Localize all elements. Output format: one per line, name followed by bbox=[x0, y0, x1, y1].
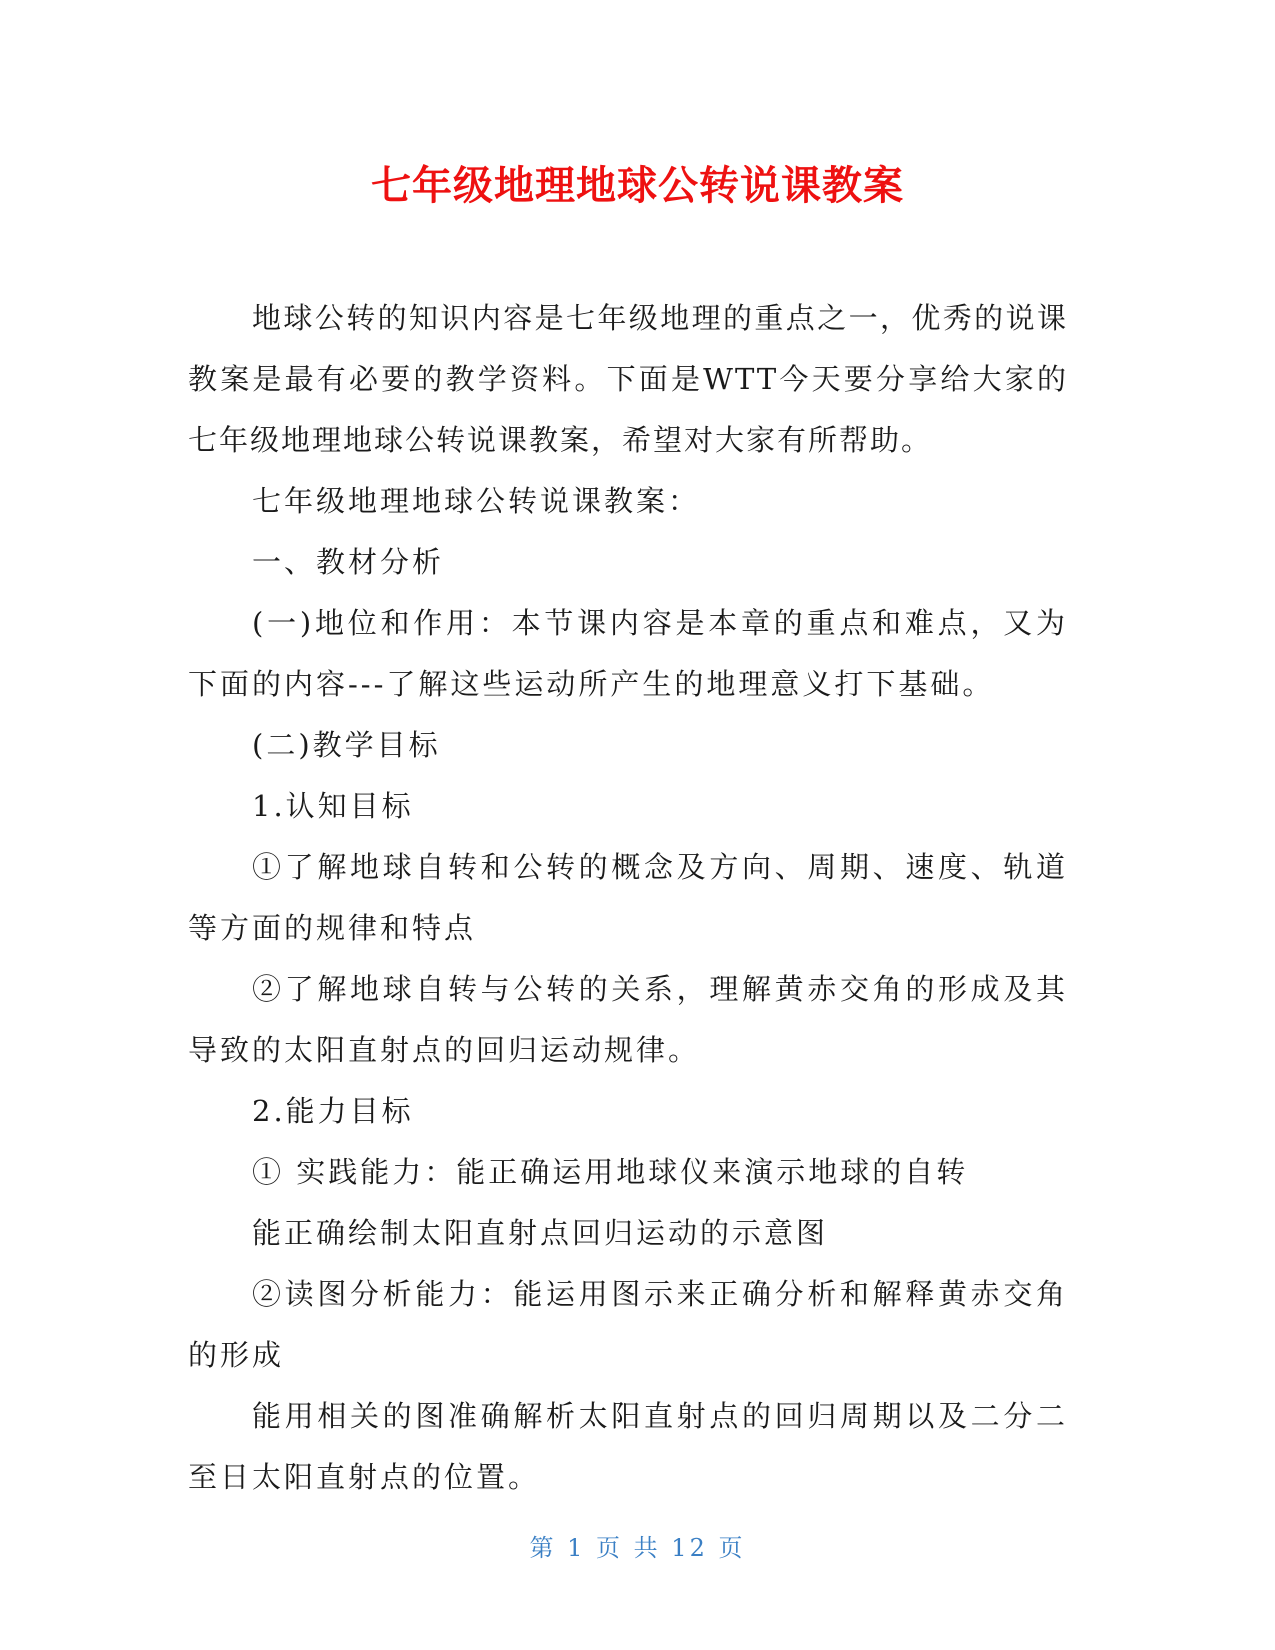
plan-heading: 七年级地理地球公转说课教案： bbox=[252, 484, 701, 518]
page-number-footer: 第 1 页 共 12 页 bbox=[529, 1534, 746, 1562]
cognitive-objective-item-1: ①了解地球自转和公转的概念及方向、周期、速度、轨道等方面的规律和特点 bbox=[188, 850, 1068, 945]
document-body bbox=[188, 288, 1068, 1508]
subheading-teaching-objectives: (二)教学目标 bbox=[252, 728, 441, 762]
subheading-ability-objectives: 2.能力目标 bbox=[252, 1094, 414, 1128]
cognitive-objective-item-2: ②了解地球自转与公转的关系，理解黄赤交角的形成及其导致的太阳直射点的回归运动规律。 bbox=[188, 972, 1068, 1067]
document-title: 七年级地理地球公转说课教案 bbox=[371, 163, 904, 209]
ability-objective-item-2-continued: 能用相关的图准确解析太阳直射点的回归周期以及二分二至日太阳直射点的位置。 bbox=[188, 1399, 1068, 1494]
intro-paragraph: 地球公转的知识内容是七年级地理的重点之一，优秀的说课教案是最有必要的教学资料。下面是WTT今天要分享给大家的七年级地理地球公转说课教案，希望对大家有所帮助。 bbox=[188, 301, 1068, 457]
ability-objective-item-1-continued: 能正确绘制太阳直射点回归运动的示意图 bbox=[252, 1216, 829, 1250]
ability-objective-item-1: ① 实践能力：能正确运用地球仪来演示地球的自转 bbox=[252, 1155, 969, 1189]
position-and-role-paragraph: (一)地位和作用：本节课内容是本章的重点和难点，又为下面的内容---了解这些运动所产生的地理意义打下基础。 bbox=[188, 606, 1068, 701]
ability-objective-item-2: ②读图分析能力：能运用图示来正确分析和解释黄赤交角的形成 bbox=[188, 1277, 1068, 1372]
section-heading-textbook-analysis: 一、教材分析 bbox=[252, 545, 445, 579]
subheading-cognitive-objectives: 1.认知目标 bbox=[252, 789, 414, 823]
